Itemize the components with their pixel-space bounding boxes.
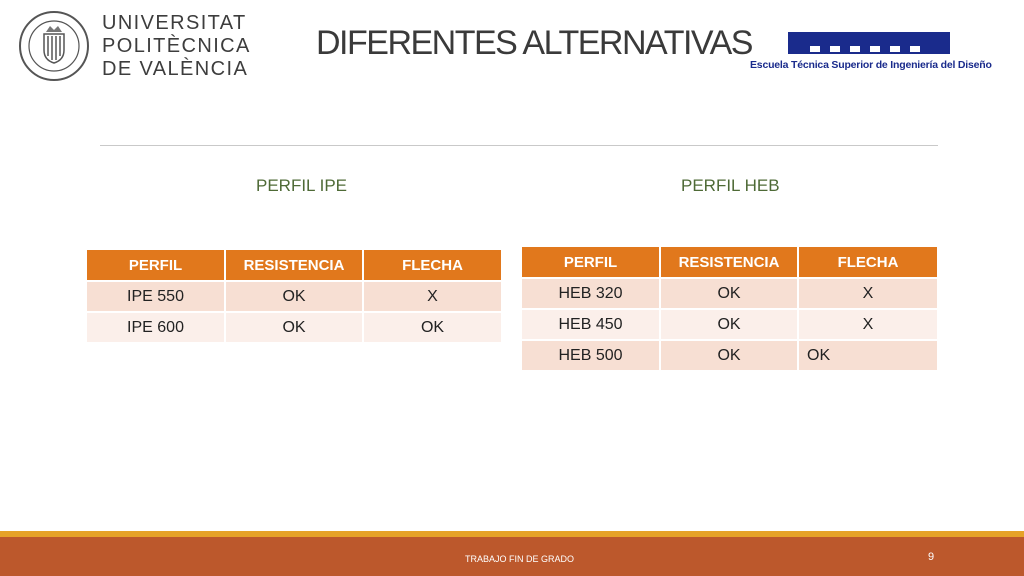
university-name (102, 12, 252, 81)
heb-table (522, 247, 937, 370)
header-cell: FLECHA (798, 247, 937, 278)
ipe-table (87, 250, 501, 342)
table-cell: X (363, 281, 501, 312)
table-row (522, 309, 937, 340)
table-header-row (87, 250, 501, 281)
logo-block (850, 46, 860, 52)
school-name: Escuela Técnica Superior de Ingeniería del Diseño (750, 59, 992, 71)
school-logo (750, 30, 990, 74)
header-cell: FLECHA (363, 250, 501, 281)
university-line: UNIVERSITAT (102, 12, 247, 34)
table-cell: OK (225, 281, 363, 312)
logo-block (910, 46, 920, 52)
section-title-heb: PERFIL HEB (681, 176, 780, 195)
footer-text: TRABAJO FIN DE GRADO (465, 554, 575, 564)
logo-block (810, 46, 820, 52)
page-number: 9 (928, 551, 935, 563)
logo-block (830, 46, 840, 52)
table-header-row (522, 247, 937, 278)
table-cell: HEB 320 (522, 278, 660, 309)
logo-block (870, 46, 880, 52)
slide-title: DIFERENTES ALTERNATIVAS (316, 24, 752, 62)
table-cell: IPE 550 (87, 281, 225, 312)
school-logo-bar (788, 32, 950, 54)
upv-logo (18, 8, 251, 82)
table-cell: HEB 500 (522, 340, 660, 370)
table-cell: HEB 450 (522, 309, 660, 340)
header-cell: RESISTENCIA (660, 247, 798, 278)
table-row (87, 281, 501, 312)
table-cell: OK (363, 312, 501, 342)
table-cell: OK (660, 340, 798, 370)
table-cell: OK (798, 340, 937, 370)
table-row (522, 278, 937, 309)
table-cell: OK (660, 278, 798, 309)
university-line: DE VALÈNCIA (102, 58, 249, 80)
header-cell: PERFIL (522, 247, 660, 278)
table-row (87, 312, 501, 342)
header-cell: PERFIL (87, 250, 225, 281)
table-cell: X (798, 309, 937, 340)
divider (100, 145, 938, 146)
upv-seal-icon (18, 10, 90, 82)
university-line: POLITÈCNICA (102, 35, 251, 57)
table-cell: IPE 600 (87, 312, 225, 342)
table-cell: OK (660, 309, 798, 340)
section-title-ipe: PERFIL IPE (256, 176, 348, 195)
table-row (522, 340, 937, 370)
footer-bar (0, 537, 1024, 576)
table-cell: OK (225, 312, 363, 342)
logo-block (890, 46, 900, 52)
table-cell: X (798, 278, 937, 309)
header-cell: RESISTENCIA (225, 250, 363, 281)
